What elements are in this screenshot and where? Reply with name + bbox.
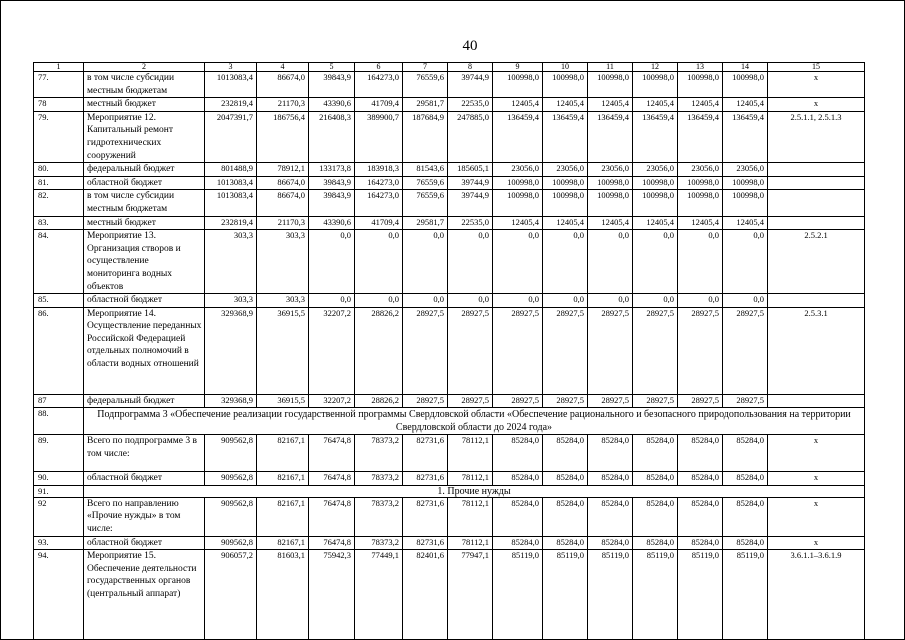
amount-cell: 28927,5 [633, 307, 678, 394]
amount-cell: 1013083,4 [205, 190, 257, 216]
row-number: 79. [34, 111, 84, 162]
amount-cell: 82731,6 [403, 536, 448, 550]
amount-cell: 28927,5 [403, 394, 448, 408]
amount-cell: 81543,6 [403, 163, 448, 177]
amount-cell: 21170,3 [257, 216, 309, 230]
table-row [34, 472, 865, 486]
amount-cell: 164273,0 [355, 176, 403, 190]
amount-cell: 12405,4 [678, 216, 723, 230]
amount-cell: 12405,4 [493, 216, 543, 230]
column-header: 2 [84, 63, 205, 72]
amount-cell: 39744,9 [448, 72, 493, 98]
amount-cell: 12405,4 [493, 98, 543, 112]
row-number: 87 [34, 394, 84, 408]
target-index: x [768, 98, 865, 112]
amount-cell: 100998,0 [543, 176, 588, 190]
amount-cell: 329368,9 [205, 394, 257, 408]
amount-cell: 133173,8 [309, 163, 355, 177]
amount-cell: 909562,8 [205, 472, 257, 486]
amount-cell: 39843,9 [309, 72, 355, 98]
amount-cell: 85284,0 [723, 497, 768, 536]
amount-cell: 78373,2 [355, 497, 403, 536]
amount-cell: 164273,0 [355, 190, 403, 216]
amount-cell: 86674,0 [257, 72, 309, 98]
amount-cell: 85284,0 [678, 472, 723, 486]
column-header: 14 [723, 63, 768, 72]
amount-cell: 78373,2 [355, 536, 403, 550]
amount-cell: 82731,6 [403, 435, 448, 472]
item-name: федеральный бюджет [84, 394, 205, 408]
table-row [34, 435, 865, 472]
amount-cell: 28927,5 [588, 307, 633, 394]
table-row [34, 394, 865, 408]
amount-cell: 0,0 [543, 294, 588, 308]
amount-cell: 75942,3 [309, 550, 355, 640]
amount-cell: 85284,0 [493, 497, 543, 536]
amount-cell: 85284,0 [543, 472, 588, 486]
amount-cell: 36915,5 [257, 307, 309, 394]
amount-cell: 12405,4 [588, 98, 633, 112]
amount-cell: 76559,6 [403, 72, 448, 98]
item-name: Всего по направлению «Прочие нужды» в том числе: [84, 497, 205, 536]
table-row [34, 307, 865, 394]
amount-cell: 78373,2 [355, 472, 403, 486]
column-header: 9 [493, 63, 543, 72]
amount-cell: 82401,6 [403, 550, 448, 640]
amount-cell: 186756,4 [257, 111, 309, 162]
amount-cell: 28927,5 [723, 307, 768, 394]
amount-cell: 85284,0 [588, 536, 633, 550]
amount-cell: 100998,0 [588, 72, 633, 98]
amount-cell: 28927,5 [678, 394, 723, 408]
amount-cell: 0,0 [355, 230, 403, 294]
amount-cell: 85284,0 [588, 435, 633, 472]
row-number: 78 [34, 98, 84, 112]
column-header: 11 [588, 63, 633, 72]
subprogram-row [34, 408, 865, 435]
amount-cell: 82731,6 [403, 497, 448, 536]
amount-cell: 100998,0 [493, 176, 543, 190]
amount-cell: 78112,1 [448, 435, 493, 472]
amount-cell: 303,3 [205, 230, 257, 294]
amount-cell: 0,0 [633, 230, 678, 294]
item-name: Мероприятие 13. Организация створов и осуществление мониторинга водных объектов [84, 230, 205, 294]
row-number: 89. [34, 435, 84, 472]
amount-cell: 100998,0 [588, 190, 633, 216]
item-name: в том числе субсидии местным бюджетам [84, 190, 205, 216]
amount-cell: 39744,9 [448, 190, 493, 216]
target-index: 2.5.2.1 [768, 230, 865, 294]
amount-cell: 28927,5 [448, 307, 493, 394]
table-row [34, 294, 865, 308]
row-number: 81. [34, 176, 84, 190]
amount-cell: 2047391,7 [205, 111, 257, 162]
amount-cell: 76474,8 [309, 435, 355, 472]
amount-cell: 100998,0 [588, 176, 633, 190]
amount-cell: 12405,4 [543, 98, 588, 112]
amount-cell: 909562,8 [205, 497, 257, 536]
amount-cell: 0,0 [403, 294, 448, 308]
amount-cell: 0,0 [633, 294, 678, 308]
amount-cell: 29581,7 [403, 98, 448, 112]
amount-cell: 86674,0 [257, 190, 309, 216]
amount-cell: 0,0 [355, 294, 403, 308]
amount-cell: 100998,0 [723, 72, 768, 98]
table-row [34, 230, 865, 294]
budget-table [33, 62, 865, 640]
amount-cell: 78373,2 [355, 435, 403, 472]
row-number: 91. [34, 485, 84, 497]
amount-cell: 23056,0 [633, 163, 678, 177]
amount-cell: 85284,0 [543, 497, 588, 536]
amount-cell: 76559,6 [403, 176, 448, 190]
row-number: 94. [34, 550, 84, 640]
amount-cell: 0,0 [493, 230, 543, 294]
amount-cell: 164273,0 [355, 72, 403, 98]
amount-cell: 78112,1 [448, 536, 493, 550]
table-row [34, 536, 865, 550]
amount-cell: 82167,1 [257, 472, 309, 486]
target-index: x [768, 536, 865, 550]
column-header: 15 [768, 63, 865, 72]
target-index [768, 190, 865, 216]
section-row [34, 485, 865, 497]
target-index: x [768, 472, 865, 486]
amount-cell: 12405,4 [588, 216, 633, 230]
amount-cell: 0,0 [723, 230, 768, 294]
amount-cell: 389900,7 [355, 111, 403, 162]
amount-cell: 85284,0 [588, 472, 633, 486]
amount-cell: 39744,9 [448, 176, 493, 190]
row-number: 92 [34, 497, 84, 536]
amount-cell: 12405,4 [633, 98, 678, 112]
item-name: федеральный бюджет [84, 163, 205, 177]
page-number: 40 [462, 38, 478, 54]
row-number: 84. [34, 230, 84, 294]
amount-cell: 85284,0 [633, 435, 678, 472]
header-row [34, 63, 865, 72]
amount-cell: 136459,4 [588, 111, 633, 162]
amount-cell: 85284,0 [723, 435, 768, 472]
target-index [768, 176, 865, 190]
amount-cell: 136459,4 [723, 111, 768, 162]
amount-cell: 0,0 [309, 294, 355, 308]
amount-cell: 39843,9 [309, 176, 355, 190]
column-header: 5 [309, 63, 355, 72]
table-row [34, 111, 865, 162]
amount-cell: 78112,1 [448, 497, 493, 536]
table-row [34, 163, 865, 177]
amount-cell: 43390,6 [309, 98, 355, 112]
amount-cell: 909562,8 [205, 435, 257, 472]
row-number: 90. [34, 472, 84, 486]
amount-cell: 100998,0 [723, 190, 768, 216]
target-index [768, 294, 865, 308]
row-number: 93. [34, 536, 84, 550]
amount-cell: 28927,5 [633, 394, 678, 408]
target-index: x [768, 72, 865, 98]
amount-cell: 0,0 [403, 230, 448, 294]
item-name: областной бюджет [84, 472, 205, 486]
amount-cell: 187684,9 [403, 111, 448, 162]
amount-cell: 28826,2 [355, 307, 403, 394]
amount-cell: 303,3 [257, 294, 309, 308]
amount-cell: 76474,8 [309, 472, 355, 486]
target-index: x [768, 435, 865, 472]
table-row [34, 176, 865, 190]
amount-cell: 232819,4 [205, 216, 257, 230]
row-number: 86. [34, 307, 84, 394]
amount-cell: 32207,2 [309, 394, 355, 408]
amount-cell: 85284,0 [543, 536, 588, 550]
amount-cell: 86674,0 [257, 176, 309, 190]
amount-cell: 232819,4 [205, 98, 257, 112]
amount-cell: 12405,4 [678, 98, 723, 112]
amount-cell: 0,0 [448, 294, 493, 308]
amount-cell: 100998,0 [633, 190, 678, 216]
item-name: Всего по подпрограмме 3 в том числе: [84, 435, 205, 472]
item-name: местный бюджет [84, 216, 205, 230]
amount-cell: 28927,5 [493, 307, 543, 394]
table-row [34, 190, 865, 216]
amount-cell: 100998,0 [543, 190, 588, 216]
row-number: 83. [34, 216, 84, 230]
column-header: 7 [403, 63, 448, 72]
amount-cell: 12405,4 [723, 216, 768, 230]
amount-cell: 77449,1 [355, 550, 403, 640]
amount-cell: 28927,5 [543, 307, 588, 394]
target-index: x [768, 497, 865, 536]
amount-cell: 82167,1 [257, 435, 309, 472]
amount-cell: 36915,5 [257, 394, 309, 408]
amount-cell: 85119,0 [493, 550, 543, 640]
amount-cell: 12405,4 [633, 216, 678, 230]
amount-cell: 76474,8 [309, 536, 355, 550]
amount-cell: 81603,1 [257, 550, 309, 640]
amount-cell: 0,0 [678, 294, 723, 308]
amount-cell: 100998,0 [678, 176, 723, 190]
amount-cell: 85284,0 [723, 536, 768, 550]
amount-cell: 303,3 [205, 294, 257, 308]
amount-cell: 28927,5 [588, 394, 633, 408]
amount-cell: 85284,0 [723, 472, 768, 486]
amount-cell: 23056,0 [723, 163, 768, 177]
amount-cell: 100998,0 [678, 72, 723, 98]
amount-cell: 29581,7 [403, 216, 448, 230]
amount-cell: 76474,8 [309, 497, 355, 536]
target-index [768, 163, 865, 177]
amount-cell: 82167,1 [257, 497, 309, 536]
amount-cell: 77947,1 [448, 550, 493, 640]
target-index: 2.5.1.1, 2.5.1.3 [768, 111, 865, 162]
section-title: 1. Прочие нужды [84, 485, 865, 497]
amount-cell: 303,3 [257, 230, 309, 294]
table-row [34, 216, 865, 230]
amount-cell: 216408,3 [309, 111, 355, 162]
item-name: Мероприятие 15. Обеспечение деятельности государственных органов (центральный аппарат) [84, 550, 205, 640]
amount-cell: 136459,4 [633, 111, 678, 162]
amount-cell: 85119,0 [543, 550, 588, 640]
amount-cell: 82167,1 [257, 536, 309, 550]
target-index [768, 216, 865, 230]
amount-cell: 22535,0 [448, 98, 493, 112]
amount-cell: 21170,3 [257, 98, 309, 112]
amount-cell: 28927,5 [678, 307, 723, 394]
item-name: Мероприятие 12. Капитальный ремонт гидротехнических сооружений [84, 111, 205, 162]
row-number: 80. [34, 163, 84, 177]
column-header: 8 [448, 63, 493, 72]
target-index [768, 394, 865, 408]
item-name: областной бюджет [84, 176, 205, 190]
row-number: 77. [34, 72, 84, 98]
amount-cell: 136459,4 [493, 111, 543, 162]
target-index: 3.6.1.1–3.6.1.9 [768, 550, 865, 640]
amount-cell: 0,0 [543, 230, 588, 294]
amount-cell: 329368,9 [205, 307, 257, 394]
item-name: Мероприятие 14. Осуществление переданных Российской Федерацией отдельных полномочий в области водных отношений [84, 307, 205, 394]
amount-cell: 41709,4 [355, 98, 403, 112]
amount-cell: 136459,4 [678, 111, 723, 162]
amount-cell: 85284,0 [493, 435, 543, 472]
amount-cell: 43390,6 [309, 216, 355, 230]
column-header: 10 [543, 63, 588, 72]
amount-cell: 23056,0 [543, 163, 588, 177]
amount-cell: 100998,0 [493, 190, 543, 216]
amount-cell: 906057,2 [205, 550, 257, 640]
amount-cell: 1013083,4 [205, 176, 257, 190]
amount-cell: 28927,5 [493, 394, 543, 408]
row-number: 88. [34, 408, 84, 435]
item-name: местный бюджет [84, 98, 205, 112]
row-number: 82. [34, 190, 84, 216]
amount-cell: 32207,2 [309, 307, 355, 394]
amount-cell: 85284,0 [633, 497, 678, 536]
item-name: областной бюджет [84, 536, 205, 550]
amount-cell: 78112,1 [448, 472, 493, 486]
amount-cell: 28927,5 [723, 394, 768, 408]
amount-cell: 85119,0 [633, 550, 678, 640]
row-number: 85. [34, 294, 84, 308]
amount-cell: 909562,8 [205, 536, 257, 550]
amount-cell: 0,0 [588, 294, 633, 308]
amount-cell: 85284,0 [588, 497, 633, 536]
amount-cell: 41709,4 [355, 216, 403, 230]
amount-cell: 0,0 [448, 230, 493, 294]
amount-cell: 85284,0 [678, 497, 723, 536]
amount-cell: 23056,0 [588, 163, 633, 177]
amount-cell: 1013083,4 [205, 72, 257, 98]
amount-cell: 76559,6 [403, 190, 448, 216]
amount-cell: 82731,6 [403, 472, 448, 486]
amount-cell: 85284,0 [678, 435, 723, 472]
column-header: 4 [257, 63, 309, 72]
amount-cell: 85119,0 [588, 550, 633, 640]
amount-cell: 23056,0 [493, 163, 543, 177]
amount-cell: 23056,0 [678, 163, 723, 177]
amount-cell: 0,0 [678, 230, 723, 294]
amount-cell: 247885,0 [448, 111, 493, 162]
amount-cell: 100998,0 [633, 72, 678, 98]
amount-cell: 85284,0 [633, 536, 678, 550]
amount-cell: 183918,3 [355, 163, 403, 177]
column-header: 3 [205, 63, 257, 72]
amount-cell: 85119,0 [678, 550, 723, 640]
amount-cell: 22535,0 [448, 216, 493, 230]
amount-cell: 100998,0 [723, 176, 768, 190]
amount-cell: 0,0 [723, 294, 768, 308]
column-header: 13 [678, 63, 723, 72]
amount-cell: 100998,0 [543, 72, 588, 98]
amount-cell: 85284,0 [678, 536, 723, 550]
target-index: 2.5.3.1 [768, 307, 865, 394]
amount-cell: 185605,1 [448, 163, 493, 177]
amount-cell: 100998,0 [493, 72, 543, 98]
amount-cell: 0,0 [309, 230, 355, 294]
table-row [34, 497, 865, 536]
amount-cell: 85284,0 [493, 536, 543, 550]
amount-cell: 100998,0 [633, 176, 678, 190]
amount-cell: 28927,5 [543, 394, 588, 408]
amount-cell: 12405,4 [723, 98, 768, 112]
amount-cell: 0,0 [493, 294, 543, 308]
amount-cell: 801488,9 [205, 163, 257, 177]
amount-cell: 39843,9 [309, 190, 355, 216]
item-name: областной бюджет [84, 294, 205, 308]
amount-cell: 85284,0 [543, 435, 588, 472]
column-header: 1 [34, 63, 84, 72]
column-header: 12 [633, 63, 678, 72]
amount-cell: 28927,5 [448, 394, 493, 408]
amount-cell: 85119,0 [723, 550, 768, 640]
amount-cell: 85284,0 [493, 472, 543, 486]
amount-cell: 85284,0 [633, 472, 678, 486]
amount-cell: 28826,2 [355, 394, 403, 408]
subprogram-title: Подпрограмма 3 «Обеспечение реализации государственной программы Свердловской области «Обеспечение рационального и безопасного природопользования на территории Свердловской области до 2024 года» [84, 408, 865, 435]
amount-cell: 28927,5 [403, 307, 448, 394]
table-row [34, 72, 865, 98]
table-row [34, 98, 865, 112]
amount-cell: 12405,4 [543, 216, 588, 230]
amount-cell: 78912,1 [257, 163, 309, 177]
table-row [34, 550, 865, 640]
column-header: 6 [355, 63, 403, 72]
amount-cell: 0,0 [588, 230, 633, 294]
amount-cell: 136459,4 [543, 111, 588, 162]
item-name: в том числе субсидии местным бюджетам [84, 72, 205, 98]
amount-cell: 100998,0 [678, 190, 723, 216]
